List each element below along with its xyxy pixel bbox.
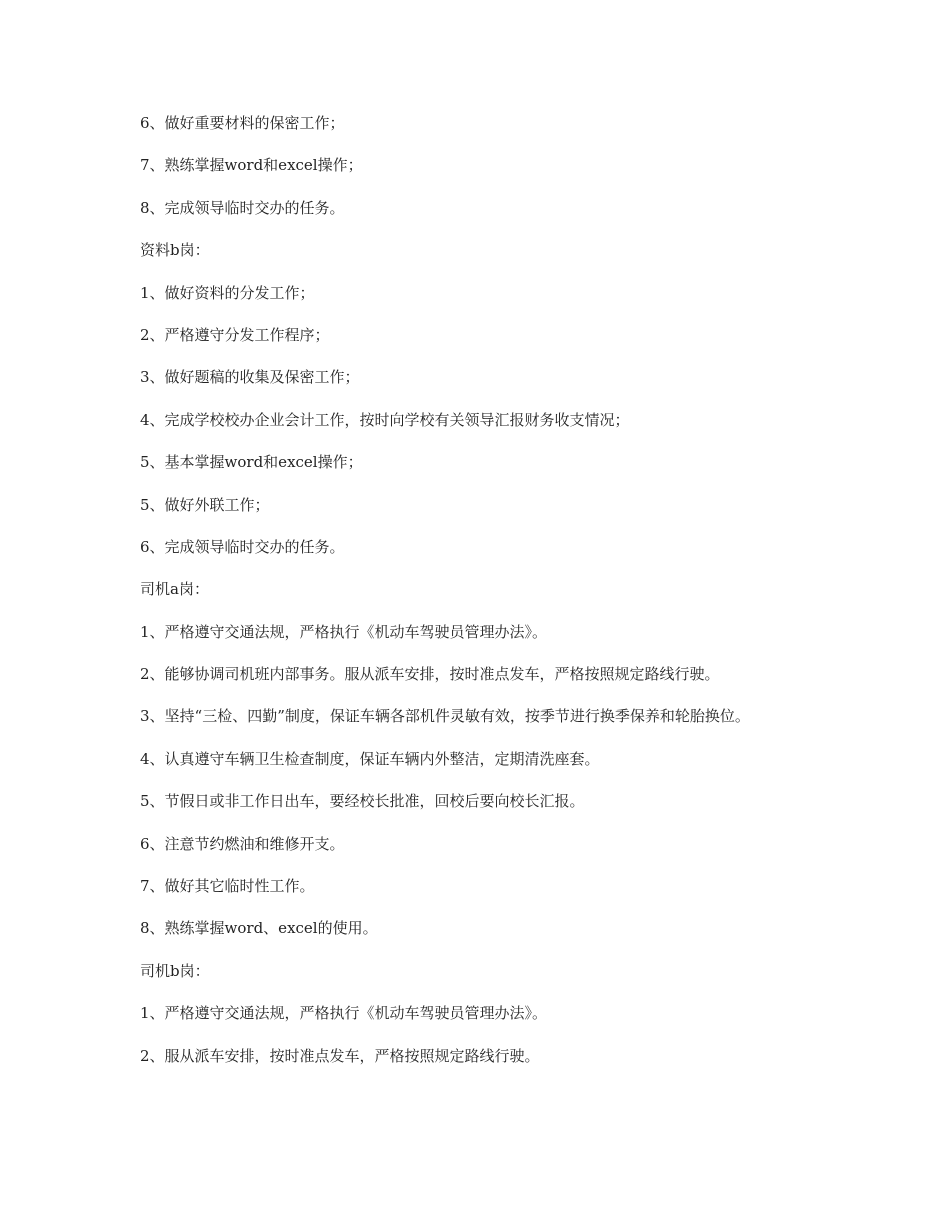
list-item: 8、完成领导临时交办的任务。	[140, 198, 345, 217]
list-item: 4、完成学校校办企业会计工作，按时向学校有关领导汇报财务收支情况；	[140, 410, 630, 429]
list-item: 2、能够协调司机班内部事务。服从派车安排，按时准点发车，严格按照规定路线行驶。	[140, 665, 720, 684]
list-item: 6、做好重要材料的保密工作；	[140, 114, 345, 132]
list-item: 5、做好外联工作；	[140, 495, 270, 514]
list-item: 2、严格遵守分发工作程序；	[140, 325, 330, 344]
list-item: 1、做好资料的分发工作；	[140, 283, 315, 302]
list-item: 5、节假日或非工作日出车，要经校长批准，回校后要向校长汇报。	[140, 792, 585, 811]
list-item: 6、注意节约燃油和维修开支。	[140, 834, 345, 853]
list-item: 6、完成领导临时交办的任务。	[140, 537, 345, 556]
list-item: 8、熟练掌握word、excel的使用。	[140, 919, 378, 938]
section-heading: 司机b岗：	[140, 961, 210, 980]
list-item: 4、认真遵守车辆卫生检查制度，保证车辆内外整洁，定期清洗座套。	[140, 749, 600, 768]
list-item: 7、熟练掌握word和excel操作；	[140, 156, 363, 175]
list-item: 1、严格遵守交通法规，严格执行《机动车驾驶员管理办法》。	[140, 1004, 548, 1023]
list-item: 7、做好其它临时性工作。	[140, 877, 315, 896]
document-body	[140, 110, 810, 1085]
list-item: 2、服从派车安排，按时准点发车，严格按照规定路线行驶。	[140, 1046, 540, 1065]
list-item: 3、做好题稿的收集及保密工作；	[140, 368, 360, 387]
section-heading: 司机a岗：	[140, 580, 209, 599]
list-item: 3、坚持“三检、四勤”制度，保证车辆各部机件灵敏有效，按季节进行换季保养和轮胎换位。	[140, 707, 750, 726]
section-heading: 资料b岗：	[140, 241, 210, 260]
list-item: 1、严格遵守交通法规，严格执行《机动车驾驶员管理办法》。	[140, 622, 548, 641]
list-item: 5、基本掌握word和excel操作；	[140, 453, 363, 472]
